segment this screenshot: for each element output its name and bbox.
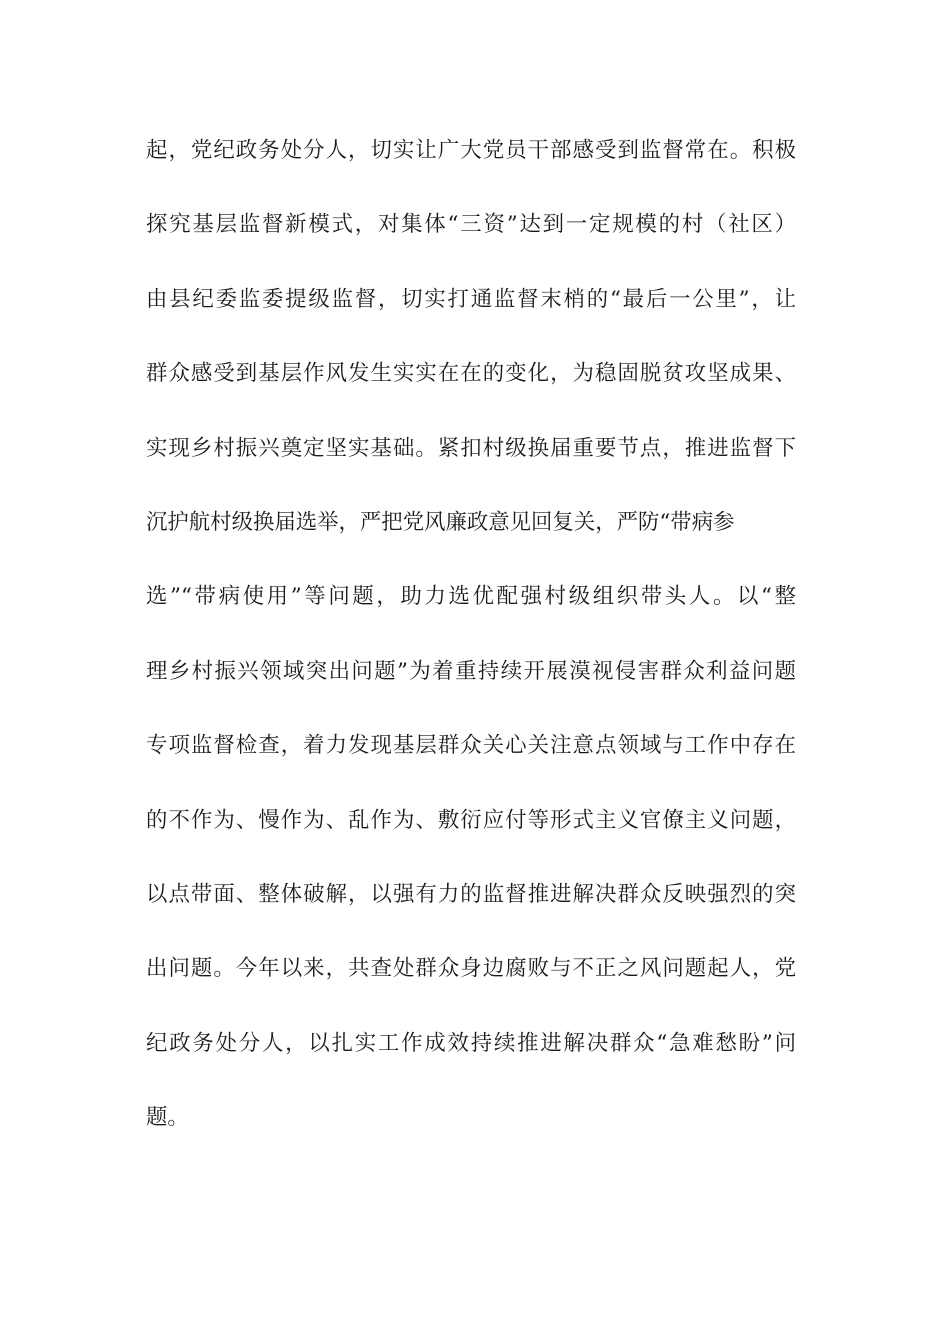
paragraph-line-2: 探究基层监督新模式，对集体“三资”达到一定规模的村（社区） (146, 212, 796, 238)
paragraph-line-11: 以点带面、整体破解，以强有力的监督推进解决群众反映强烈的突 (146, 881, 796, 907)
paragraph-line-7: 选”“带病使用”等问题，助力选优配强村级组织带头人。以“整 (146, 584, 796, 610)
paragraph-line-14: 题。 (146, 1105, 189, 1131)
paragraph-line-10: 的不作为、慢作为、乱作为、敷衍应付等形式主义官僚主义问题， (146, 807, 796, 833)
paragraph-line-12: 出问题。今年以来，共查处群众身边腐败与不正之风问题起人，党 (146, 956, 796, 982)
paragraph-line-13: 纪政务处分人，以扎实工作成效持续推进解决群众“急难愁盼”问 (146, 1030, 796, 1056)
paragraph-line-3: 由县纪委监委提级监督，切实打通监督末梢的“最后一公里”，让 (146, 286, 796, 312)
paragraph-line-8: 理乡村振兴领域突出问题”为着重持续开展漠视侵害群众利益问题 (146, 658, 796, 684)
paragraph-line-9: 专项监督检查，着力发现基层群众关心关注意点领域与工作中存在 (146, 733, 796, 759)
paragraph-line-1: 起，党纪政务处分人，切实让广大党员干部感受到监督常在。积极 (146, 138, 796, 163)
paragraph-line-4: 群众感受到基层作风发生实实在在的变化，为稳固脱贫攻坚成果、 (146, 361, 796, 387)
paragraph-line-6: 沉护航村级换届选举，严把党风廉政意见回复关，严防“带病参 (146, 509, 735, 535)
paragraph-line-5: 实现乡村振兴奠定坚实基础。紧扣村级换届重要节点，推进监督下 (146, 435, 796, 461)
body-paragraph (146, 128, 796, 1169)
